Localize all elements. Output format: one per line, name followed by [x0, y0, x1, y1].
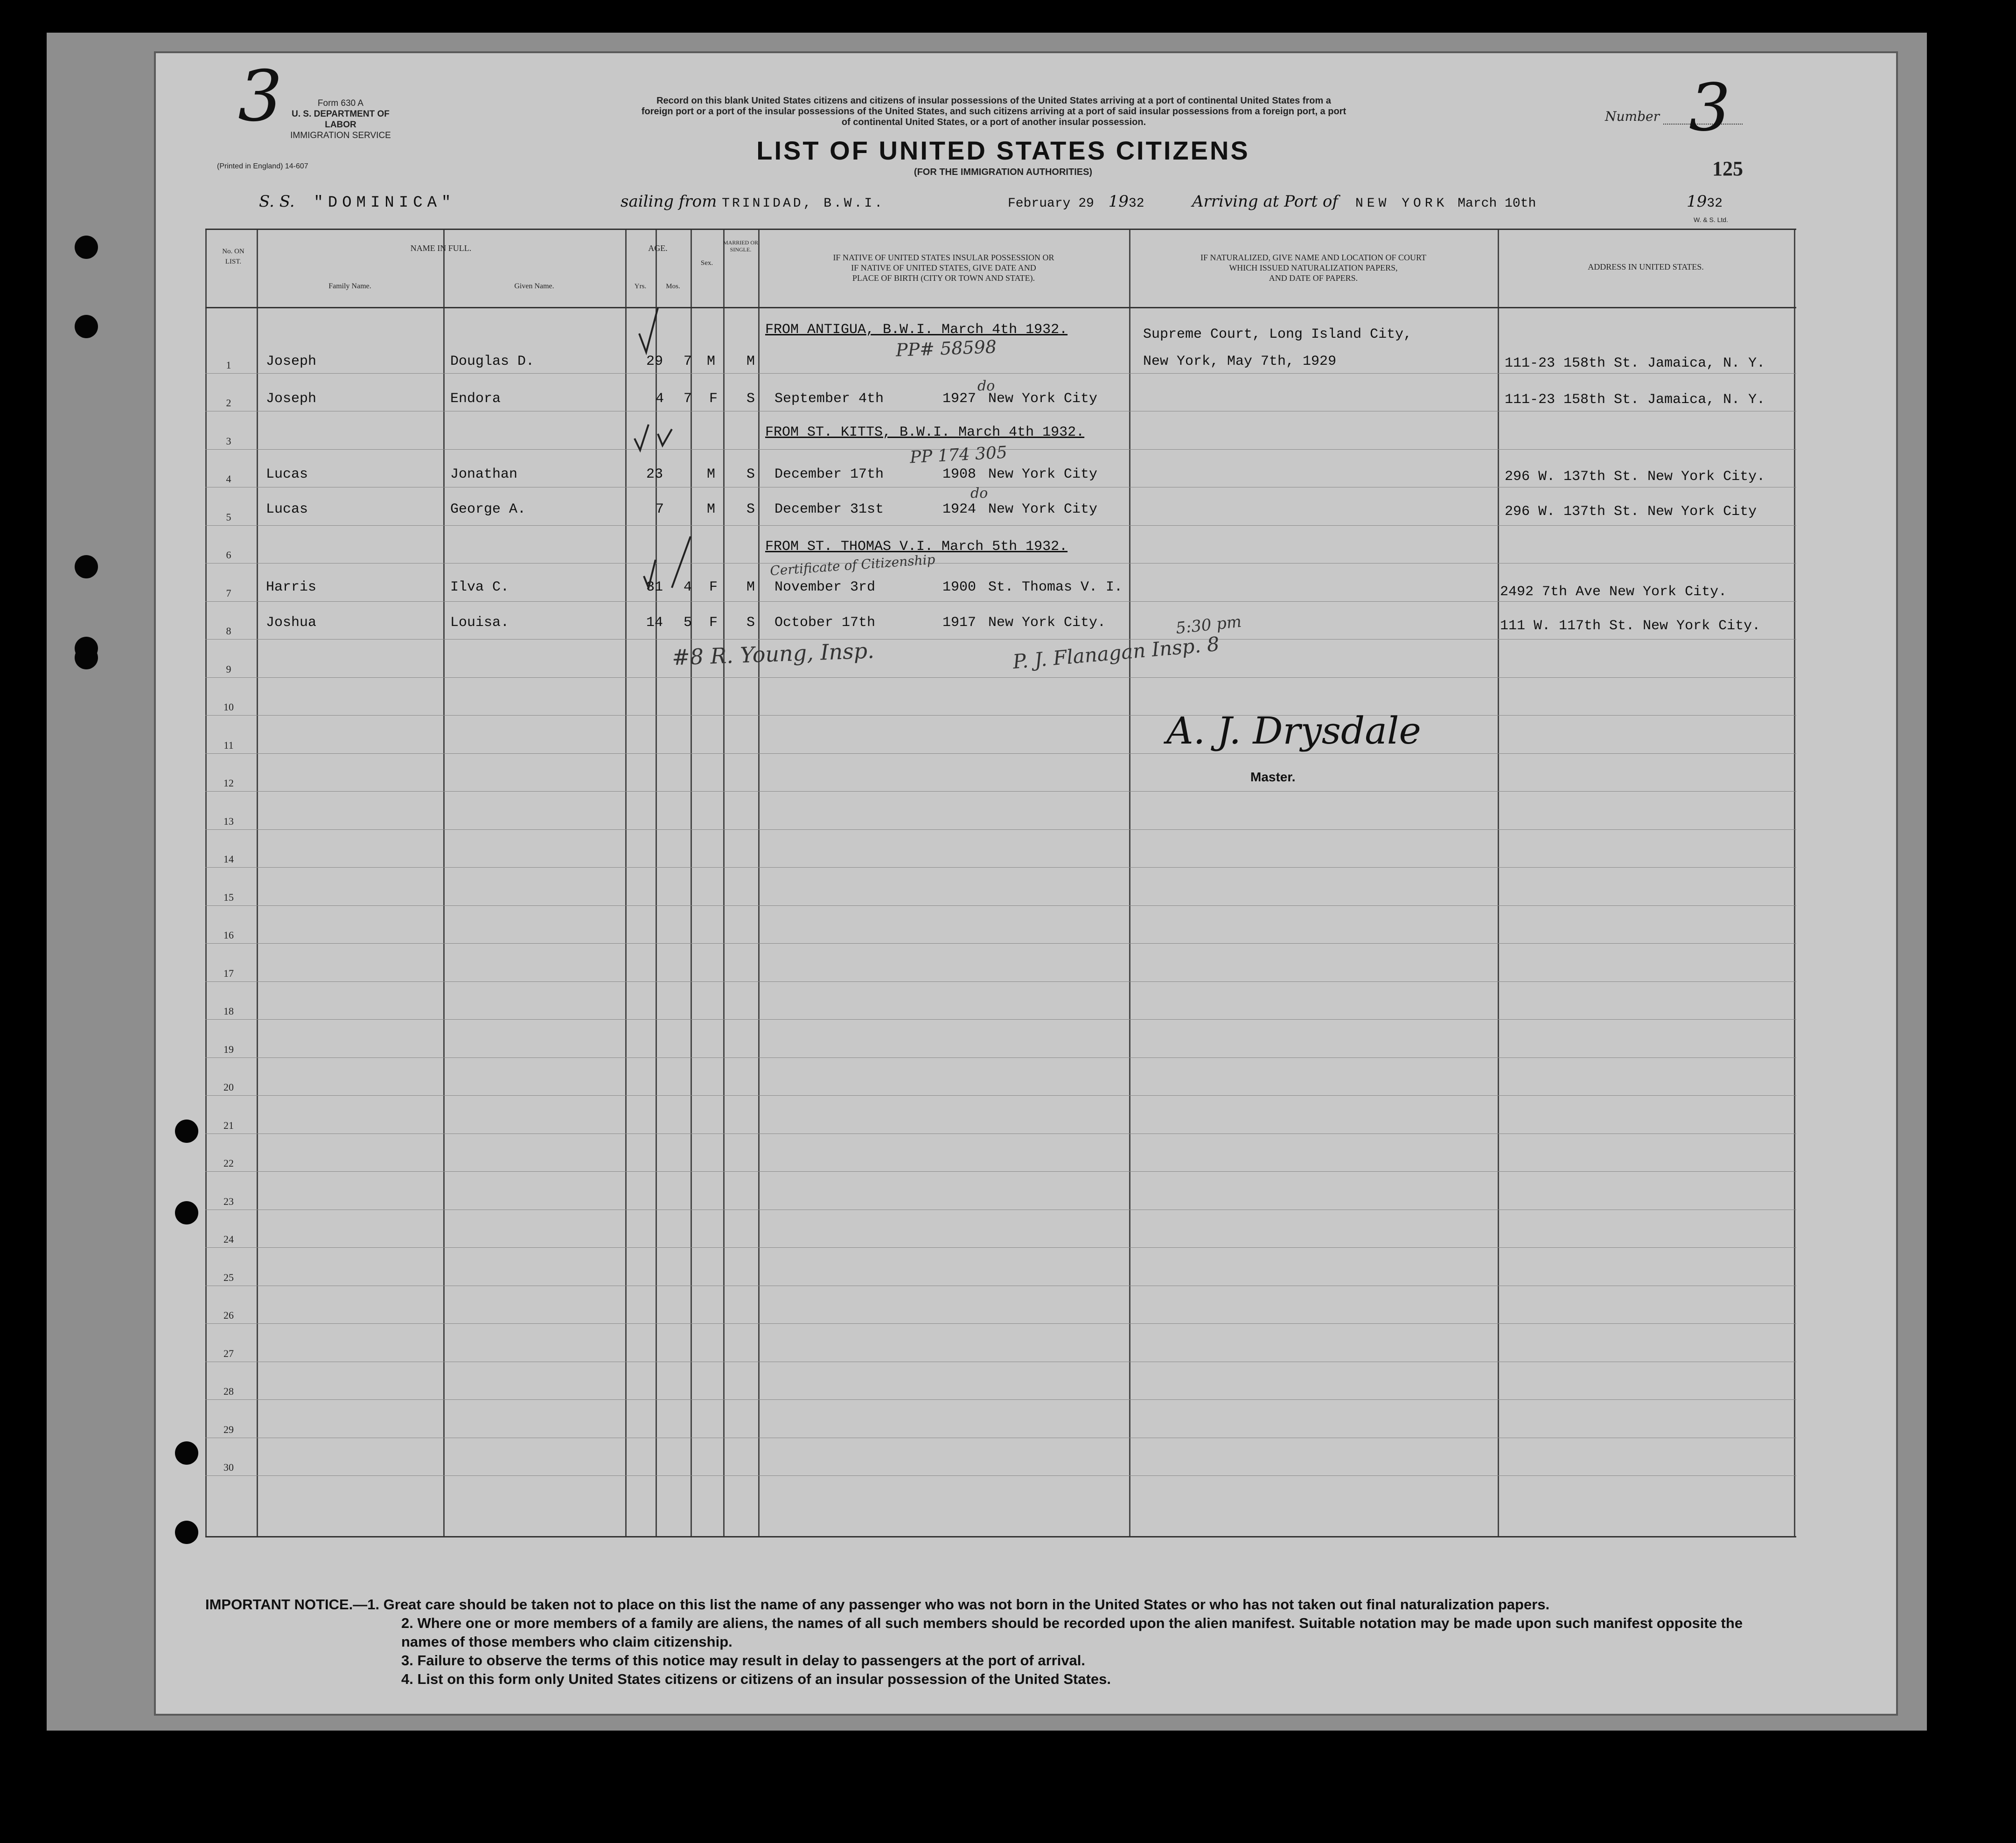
age-years: 29 [646, 354, 663, 369]
row-rule [205, 981, 1796, 982]
sailing-from: sailing from TRINIDAD, B.W.I. [621, 192, 885, 211]
row-rule [205, 943, 1796, 944]
check-mark [658, 429, 672, 445]
marital-status: S [746, 501, 755, 517]
row-number: 11 [223, 739, 234, 751]
ditto-annotation: do [977, 378, 995, 394]
departure-port: TRINIDAD, B.W.I. [722, 196, 885, 211]
address: 296 W. 137th St. New York City [1505, 504, 1757, 520]
row-number: 16 [223, 929, 234, 941]
row-rule [205, 525, 1796, 526]
list-number: 3 [1689, 70, 1731, 146]
punch-hole [175, 1441, 198, 1465]
col-name-in-full: NAME IN FULL. [410, 243, 472, 253]
marital-status: M [746, 354, 755, 369]
row-number: 5 [226, 511, 231, 523]
row-rule [205, 867, 1796, 868]
punch-hole [75, 646, 98, 669]
inspector-annotation: #8 R. Young, Insp. [671, 638, 875, 670]
birth-place: New York City [988, 501, 1098, 517]
check-marks [621, 289, 770, 672]
row-number: 18 [223, 1005, 234, 1017]
departure-date: February 29 1932 [1008, 192, 1144, 211]
birth-date: September 4th [774, 391, 884, 407]
given-name: George A. [450, 501, 526, 517]
sex: M [707, 501, 716, 517]
notice-item-3: 3. Failure to observe the terms of this notice may result in delay to passengers at the port of arrival. [401, 1652, 1086, 1669]
inspector-annotation: P. J. Flanagan Insp. 8 [1011, 632, 1221, 674]
check-mark [644, 560, 656, 588]
row-number: 9 [226, 663, 231, 675]
given-name: Ilva C. [450, 579, 509, 595]
row-number: 24 [223, 1233, 234, 1245]
ship-name: "DOMINICA" [314, 194, 456, 212]
ditto-annotation: do [970, 485, 988, 501]
row-rule [205, 601, 1796, 602]
row-number: 15 [223, 891, 234, 903]
row-rule [205, 905, 1796, 906]
birth-year: 1927 [942, 391, 977, 407]
notice-item-4: 4. List on this form only United States citizens or citizens of an insular possession of the United States. [401, 1671, 1111, 1687]
check-mark [672, 536, 691, 588]
row-number: 19 [223, 1043, 234, 1055]
column-rule [1498, 230, 1499, 1536]
arrival-year: 1932 [1687, 192, 1723, 211]
column-rule [1129, 230, 1130, 1536]
marital-status: M [746, 579, 755, 595]
age-years: 23 [646, 466, 663, 482]
marital-status: S [746, 466, 755, 482]
passport-number-annotation: PP# 58598 [895, 336, 997, 361]
header-rule [205, 307, 1796, 308]
row-rule [205, 829, 1796, 830]
row-rule [205, 1399, 1796, 1400]
row-rule [205, 1475, 1796, 1476]
row-number: 22 [223, 1157, 234, 1169]
birth-year: 1908 [942, 466, 977, 482]
punch-hole [75, 236, 98, 259]
column-rule [205, 230, 207, 1536]
family-name: Joseph [266, 391, 317, 407]
row-number: 8 [226, 625, 231, 637]
row-number: 30 [223, 1461, 234, 1473]
row-rule [205, 715, 1796, 716]
family-name: Lucas [266, 501, 308, 517]
number-label: Number [1605, 109, 1660, 124]
row-number: 3 [226, 435, 231, 447]
given-name: Endora [450, 391, 501, 407]
punch-hole [75, 555, 98, 578]
handwritten-corner-number: 3 [238, 56, 283, 137]
row-rule [205, 1057, 1796, 1058]
row-rule [205, 1171, 1796, 1172]
sailing-line [259, 192, 455, 212]
form-number: Form 630 A U. S. DEPARTMENT OF LABOR IMMIGRATION SERVICE [290, 98, 391, 140]
age-months: 4 [684, 579, 692, 595]
row-number: 7 [226, 587, 231, 599]
age-years: 14 [646, 615, 663, 631]
section-header-st-kitts: FROM ST. KITTS, B.W.I. March 4th 1932. [765, 424, 1085, 440]
punch-hole [175, 1201, 198, 1224]
birth-place: New York City [988, 466, 1098, 482]
marital-status: S [746, 391, 755, 407]
row-rule [205, 753, 1796, 754]
row-rule [205, 677, 1796, 678]
address: 111-23 158th St. Jamaica, N. Y. [1505, 392, 1765, 408]
family-name: Lucas [266, 466, 308, 482]
row-number: 28 [223, 1385, 234, 1397]
row-rule [205, 1019, 1796, 1020]
sex: F [709, 579, 718, 595]
check-mark [635, 424, 649, 450]
time-annotation: 5:30 pm [1175, 612, 1242, 638]
naturalization-date: New York, May 7th, 1929 [1143, 354, 1337, 369]
age-months: 7 [684, 354, 692, 369]
punch-hole [75, 315, 98, 338]
address: 111 W. 117th St. New York City. [1500, 618, 1761, 634]
row-number: 21 [223, 1119, 234, 1131]
column-rule [443, 230, 445, 1536]
row-number: 13 [223, 815, 234, 827]
sex: M [707, 466, 716, 482]
family-name: Harris [266, 579, 317, 595]
age-years: 7 [656, 501, 664, 517]
birth-place: New York City. [988, 615, 1106, 631]
marital-status: S [746, 615, 755, 631]
col-mos: Mos. [666, 283, 680, 290]
given-name: Jonathan [450, 466, 518, 482]
row-number: 12 [223, 777, 234, 789]
row-rule [205, 1323, 1796, 1324]
birth-date: November 3rd [774, 579, 876, 595]
row-number: 4 [226, 473, 231, 485]
ss-label: S. S. [259, 192, 295, 211]
col-given-name: Given Name. [514, 282, 554, 290]
master-title: Master. [1250, 770, 1296, 784]
column-rule [1794, 230, 1795, 1536]
sex: M [707, 354, 716, 369]
section-header-antigua: FROM ANTIGUA, B.W.I. March 4th 1932. [765, 322, 1068, 338]
column-rule [257, 230, 258, 1536]
notice-item-2: 2. Where one or more members of a family are aliens, the names of all such members should be recorded upon the alien manifest. Suitable notation may be made upon such manifest opposite the names of those members who claim citizenship. [401, 1615, 1743, 1650]
row-number: 23 [223, 1195, 234, 1207]
family-name: Joseph [266, 354, 317, 369]
birth-date: October 17th [774, 615, 876, 631]
row-number: 6 [226, 549, 231, 561]
row-rule [205, 1247, 1796, 1248]
certificate-annotation: Certificate of Citizenship [769, 551, 936, 579]
naturalization-court: Supreme Court, Long Island City, [1143, 327, 1412, 342]
arriving-label: Arriving at Port of [1192, 192, 1338, 211]
given-name: Douglas D. [450, 354, 535, 369]
row-number: 25 [223, 1271, 234, 1283]
age-months: 7 [684, 391, 692, 407]
page-subtitle: (FOR THE IMMIGRATION AUTHORITIES) [914, 167, 1093, 177]
col-age: AGE. [648, 243, 668, 253]
page-number: 125 [1712, 157, 1743, 180]
row-rule [205, 791, 1796, 792]
row-number: 29 [223, 1423, 234, 1435]
row-rule [205, 1095, 1796, 1096]
col-no-on-list: No. ON LIST. [222, 248, 244, 265]
age-years: 31 [646, 579, 663, 595]
punch-hole [175, 1120, 198, 1143]
row-number: 26 [223, 1309, 234, 1321]
given-name: Louisa. [450, 615, 509, 631]
col-sex: Sex. [700, 259, 713, 267]
arrival-port: NEW YORK [1355, 196, 1448, 211]
address: 296 W. 137th St. New York City. [1505, 469, 1765, 485]
birth-year: 1917 [942, 615, 977, 631]
col-married-or-single: MARRIED OR SINGLE. [723, 239, 759, 253]
birth-place: New York City [988, 391, 1098, 407]
page-title: LIST OF UNITED STATES CITIZENS [756, 136, 1250, 165]
check-mark [639, 308, 658, 352]
arrival-date: March 10th [1458, 196, 1536, 211]
row-number: 27 [223, 1347, 234, 1359]
birth-year: 1900 [942, 579, 977, 595]
master-signature: A. J. Drysdale [1166, 709, 1421, 752]
important-notice [205, 1595, 1792, 1689]
printed-note: (Printed in England) 14-607 [217, 162, 308, 170]
row-number: 2 [226, 397, 231, 409]
notice-item-1: IMPORTANT NOTICE.—1. Great care should be taken not to place on this list the name of any passenger who was not born in the United States or who has not taken out final naturalization papers. [205, 1596, 1550, 1613]
punch-hole [175, 1521, 198, 1544]
birth-date: December 31st [774, 501, 884, 517]
section-header-st-thomas: FROM ST. THOMAS V.I. March 5th 1932. [765, 539, 1068, 555]
row-number: 20 [223, 1081, 234, 1093]
age-months: 5 [684, 615, 692, 631]
publisher-mark: W. & S. Ltd. [1694, 216, 1728, 223]
sex: F [709, 615, 718, 631]
birth-date: December 17th [774, 466, 884, 482]
row-number: 14 [223, 853, 234, 865]
instructions: Record on this blank United States citizens and citizens of insular possessions of the United States arriving at a port of continental United States from a foreign port or a port of the insular possessions of the United States, and such citizens arriving at a port of said insular possessions from a foreign port, a port of continental United States, or a port of another insular possession. [641, 96, 1346, 127]
col-naturalization: IF NATURALIZED, GIVE NAME AND LOCATION OF COURT WHICH ISSUED NATURALIZATION PAPERS, AND DATE OF PAPERS. [1200, 253, 1426, 283]
row-number: 10 [223, 701, 234, 713]
col-yrs: Yrs. [634, 283, 647, 290]
birth-place: St. Thomas V. I. [988, 579, 1123, 595]
age-years: 4 [656, 391, 664, 407]
row-rule [205, 373, 1796, 374]
row-number: 17 [223, 967, 234, 979]
sex: F [709, 391, 718, 407]
passport-number-annotation: PP 174 305 [909, 443, 1008, 467]
address: 2492 7th Ave New York City. [1500, 584, 1727, 600]
family-name: Joshua [266, 615, 317, 631]
row-number: 1 [226, 359, 231, 371]
col-native-birth: IF NATIVE OF UNITED STATES INSULAR POSSESSION OR IF NATIVE OF UNITED STATES, GIVE DATE AND PLACE OF BIRTH (CITY OR TOWN AND STATE). [833, 253, 1054, 283]
address: 111-23 158th St. Jamaica, N. Y. [1505, 355, 1765, 371]
arrival-port-date [1355, 192, 1536, 211]
col-address: ADDRESS IN UNITED STATES. [1588, 262, 1704, 271]
col-family-name: Family Name. [328, 282, 371, 290]
birth-year: 1924 [942, 501, 977, 517]
row-rule [205, 639, 1796, 640]
